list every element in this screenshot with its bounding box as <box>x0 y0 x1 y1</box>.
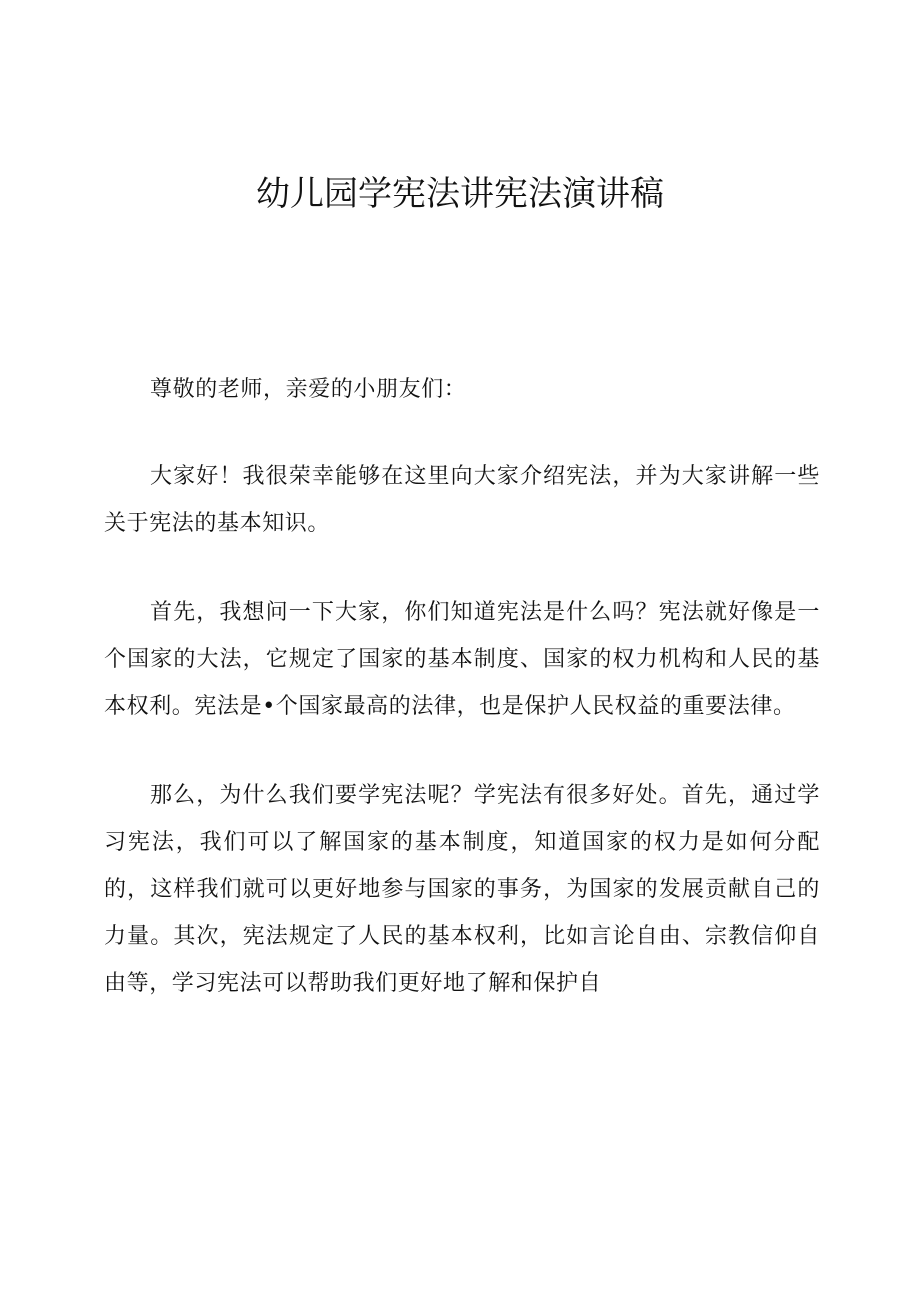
document-body <box>104 366 820 1049</box>
benefits-paragraph: 那么，为什么我们要学宪法呢？学宪法有很多好处。首先，通过学习宪法，我们可以了解国家的基本制度，知道国家的权力是如何分配的，这样我们就可以更好地参与国家的事务，为国家的发展贡献自己的力量。其次，宪法规定了人民的基本权利，比如言论自由、宗教信仰自由等，学习宪法可以帮助我们更好地了解和保护自 <box>104 783 820 996</box>
salutation-paragraph: 尊敬的老师，亲爱的小朋友们： <box>150 377 467 402</box>
greeting-paragraph: 大家好！我很荣幸能够在这里向大家介绍宪法，并为大家讲解一些关于宪法的基本知识。 <box>104 464 820 536</box>
definition-paragraph: 首先，我想问一下大家，你们知道宪法是什么吗？宪法就好像是一个国家的大法，它规定了国家的基本制度、国家的权力机构和人民的基本权利。宪法是•个国家最高的法律，也是保护人民权益的重要法律。 <box>104 600 820 719</box>
document-title: 幼儿园学宪法讲宪法演讲稿 <box>256 174 664 214</box>
